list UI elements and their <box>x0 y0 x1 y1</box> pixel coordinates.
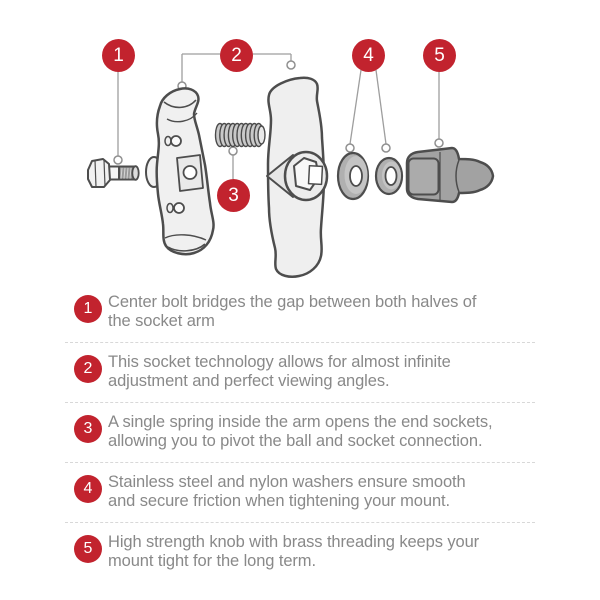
legend-item-5-line-1: High strength knob with brass threading keeps your <box>108 533 480 551</box>
legend-item-4-text <box>108 473 466 511</box>
legend-item-1 <box>65 283 535 342</box>
legend-item-5-line-2: mount tight for the long term. <box>108 552 316 570</box>
legend-item-5 <box>65 522 535 582</box>
feature-legend-list <box>65 283 535 582</box>
legend-item-1-badge: 1 <box>74 295 102 323</box>
part-washer-large <box>338 153 368 199</box>
callout-5-badge: 5 <box>423 39 456 72</box>
callout-2-badge: 2 <box>220 39 253 72</box>
legend-item-3-line-1: A single spring inside the arm opens the end sockets, <box>108 413 493 431</box>
legend-item-1-line-1: Center bolt bridges the gap between both halves of <box>108 293 477 311</box>
legend-item-4-badge: 4 <box>74 475 102 503</box>
legend-item-3-line-2: allowing you to pivot the ball and socket connection. <box>108 432 483 450</box>
callout-1-badge: 1 <box>102 39 135 72</box>
legend-item-1-line-2: the socket arm <box>108 312 215 330</box>
legend-item-1-text <box>108 293 476 331</box>
legend-item-5-badge: 5 <box>74 535 102 563</box>
callout-4-badge: 4 <box>352 39 385 72</box>
legend-item-4-line-1: Stainless steel and nylon washers ensure smooth <box>108 473 466 491</box>
legend-item-2-text <box>108 353 451 391</box>
legend-item-2-badge: 2 <box>74 355 102 383</box>
legend-item-3 <box>65 402 535 462</box>
legend-item-2-line-1: This socket technology allows for almost infinite <box>108 353 451 371</box>
legend-item-5-text <box>108 533 479 571</box>
part-spring <box>216 124 266 147</box>
part-socket-arm-right-half <box>267 78 327 277</box>
legend-item-3-badge: 3 <box>74 415 102 443</box>
part-washer-small <box>376 158 402 194</box>
legend-item-4-line-2: and secure friction when tightening your mount. <box>108 492 451 510</box>
exploded-parts-diagram <box>0 0 600 290</box>
callout-3-badge: 3 <box>217 179 250 212</box>
parts-artwork <box>0 0 600 290</box>
legend-item-2 <box>65 342 535 402</box>
part-knob <box>407 148 493 202</box>
legend-item-2-line-2: adjustment and perfect viewing angles. <box>108 372 390 390</box>
part-socket-arm-left-half <box>157 88 214 254</box>
legend-item-3-text <box>108 413 493 451</box>
legend-item-4 <box>65 462 535 522</box>
part-center-bolt <box>88 159 139 187</box>
